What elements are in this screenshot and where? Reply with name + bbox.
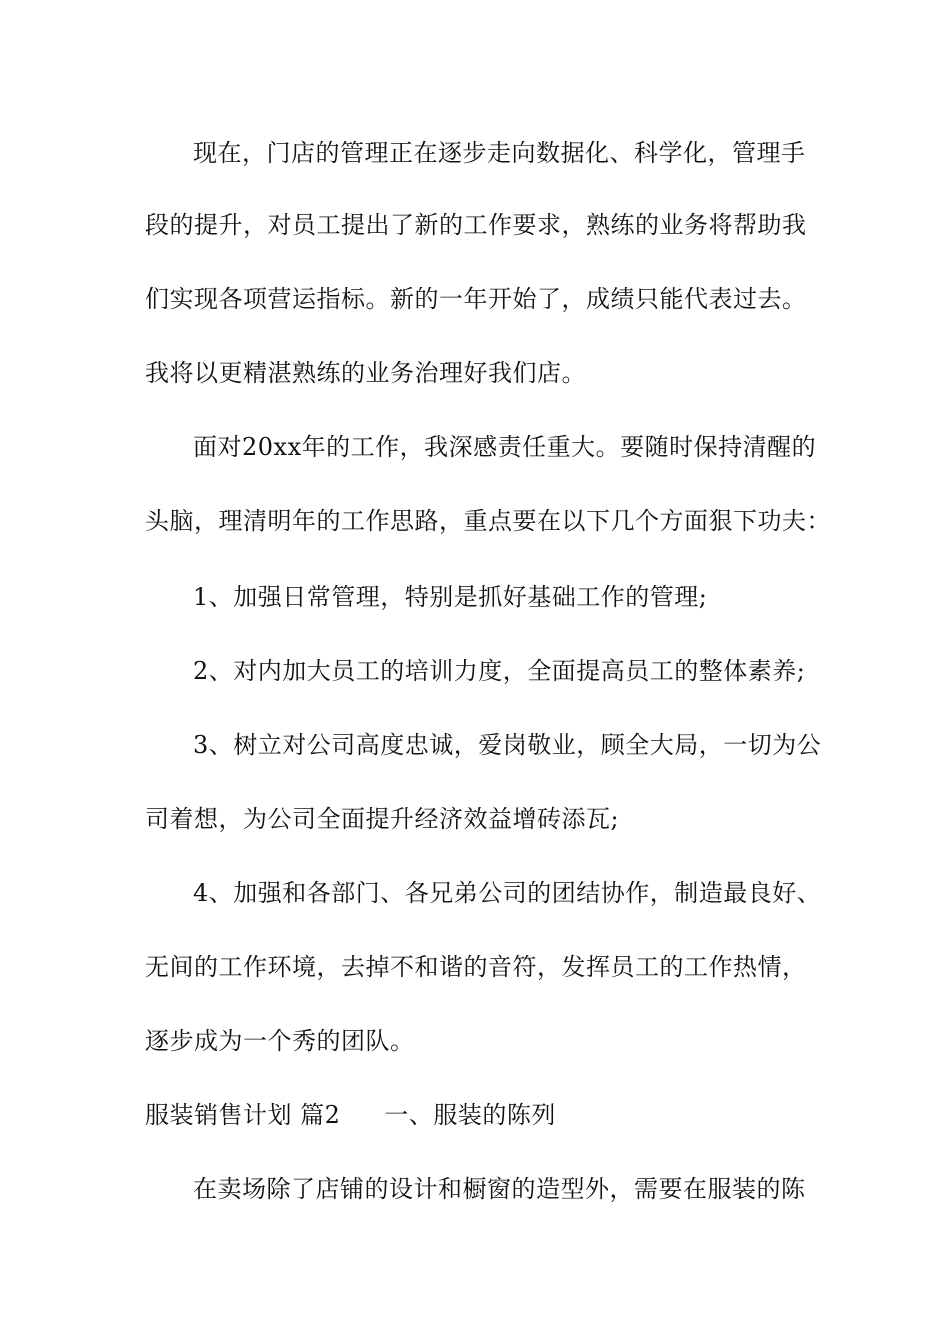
list-item-2: 2、对内加大员工的培训力度，全面提高员工的整体素养; (193, 657, 806, 685)
paragraph-line: 在卖场除了店铺的设计和橱窗的造型外，需要在服装的陈 (193, 1175, 806, 1203)
list-item-3: 3、树立对公司高度忠诚，爱岗敬业，顾全大局，一切为公 (193, 731, 822, 759)
list-item-3-continuation: 司着想，为公司全面提升经济效益增砖添瓦; (145, 805, 620, 833)
paragraph-line: 头脑，理清明年的工作思路，重点要在以下几个方面狠下功夫： (145, 507, 831, 535)
paragraph-line: 面对20xx年的工作，我深感责任重大。要随时保持清醒的 (193, 433, 817, 461)
section-heading (145, 1100, 556, 1130)
list-item-4-continuation: 逐步成为一个秀的团队。 (145, 1027, 415, 1055)
paragraph-line: 我将以更精湛熟练的业务治理好我们店。 (145, 359, 586, 387)
paragraph-line: 段的提升，对员工提出了新的工作要求，熟练的业务将帮助我 (145, 211, 807, 239)
paragraph-line: 们实现各项营运指标。新的一年开始了，成绩只能代表过去。 (145, 285, 807, 313)
paragraph-line: 现在，门店的管理正在逐步走向数据化、科学化，管理手 (193, 139, 806, 167)
list-item-1: 1、加强日常管理，特别是抓好基础工作的管理; (193, 583, 708, 611)
list-item-4: 4、加强和各部门、各兄弟公司的团结协作，制造最良好、 (193, 879, 822, 907)
section-title: 服装销售计划 篇2 (145, 1101, 341, 1129)
list-item-4-continuation: 无间的工作环境，去掉不和谐的音符，发挥员工的工作热情， (145, 953, 807, 981)
section-subtitle: 一、服装的陈列 (384, 1101, 556, 1129)
